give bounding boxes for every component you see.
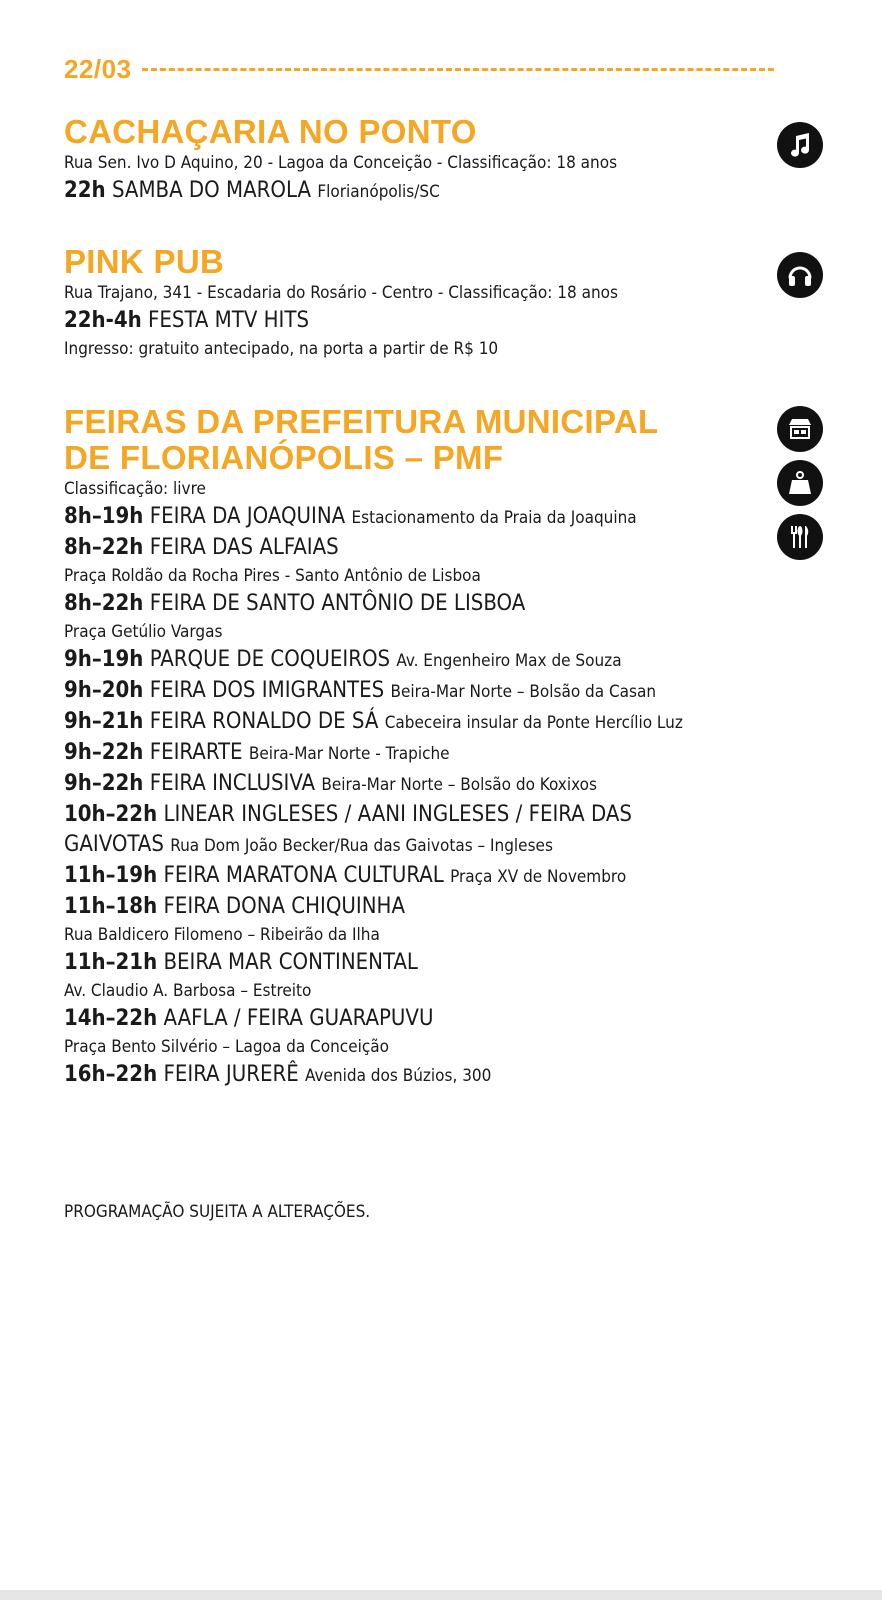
feira-title: AAFLA / FEIRA GUARAPUVU bbox=[163, 1006, 434, 1031]
feira-title: FEIRA DOS IMIGRANTES bbox=[149, 678, 385, 703]
bottom-bar bbox=[0, 1590, 882, 1600]
event-time: 22h-4h bbox=[64, 308, 142, 333]
feira-row bbox=[64, 830, 683, 861]
feira-place: Beira-Mar Norte – Bolsão do Koxixos bbox=[321, 775, 597, 795]
venue-title-line1: FEIRAS DA PREFEITURA MUNICIPAL bbox=[64, 403, 659, 440]
feira-row bbox=[64, 645, 683, 676]
feira-place: Rua Dom João Becker/Rua das Gaivotas – Ingleses bbox=[170, 836, 553, 856]
dashed-divider bbox=[142, 68, 774, 71]
feira-title: GAIVOTAS bbox=[64, 832, 164, 857]
feira-place: Cabeceira insular da Ponte Hercílio Luz bbox=[384, 713, 683, 733]
feira-list bbox=[64, 502, 683, 1091]
feira-title: PARQUE DE COQUEIROS bbox=[149, 647, 391, 672]
feira-row bbox=[64, 861, 683, 892]
feira-title: BEIRA MAR CONTINENTAL bbox=[163, 950, 418, 975]
feira-title: FEIRA RONALDO DE SÁ bbox=[149, 709, 379, 734]
feira-row bbox=[64, 676, 683, 707]
feira-title: FEIRARTE bbox=[149, 740, 243, 765]
venue-cachacaria bbox=[64, 114, 617, 207]
feira-place: Praça XV de Novembro bbox=[450, 867, 627, 887]
feira-time: 11h–21h bbox=[64, 950, 158, 975]
feira-place: Beira-Mar Norte – Bolsão da Casan bbox=[390, 682, 657, 702]
feira-row bbox=[64, 707, 683, 738]
venue-feiras bbox=[64, 404, 683, 1091]
feira-time: 9h–22h bbox=[64, 771, 144, 796]
feira-time: 9h–22h bbox=[64, 740, 144, 765]
event-origin: Florianópolis/SC bbox=[317, 182, 440, 202]
feira-row bbox=[64, 800, 683, 830]
feira-time: 9h–20h bbox=[64, 678, 144, 703]
feira-row bbox=[64, 589, 683, 619]
feira-time: 8h–22h bbox=[64, 535, 144, 560]
feira-title: FEIRA DE SANTO ANTÔNIO DE LISBOA bbox=[149, 591, 526, 616]
venue-address: Rua Sen. Ivo D Aquino, 20 - Lagoa da Conceição - Classificação: 18 anos bbox=[64, 153, 618, 173]
feira-title: FEIRA DONA CHIQUINHA bbox=[163, 894, 405, 919]
venue-title: CACHAÇARIA NO PONTO bbox=[64, 113, 477, 150]
market-stall-icon bbox=[777, 406, 823, 452]
headphones-icon bbox=[777, 252, 823, 298]
event-title: SAMBA DO MAROLA bbox=[111, 178, 312, 203]
date-label: 22/03 bbox=[64, 54, 132, 84]
feira-place: Avenida dos Búzios, 300 bbox=[305, 1066, 492, 1086]
feira-row bbox=[64, 533, 683, 563]
shopping-bag-icon bbox=[777, 460, 823, 506]
feira-time: 8h–22h bbox=[64, 591, 144, 616]
venue-title-line2: DE FLORIANÓPOLIS – PMF bbox=[64, 439, 504, 476]
footer-note: PROGRAMAÇÃO SUJEITA A ALTERAÇÕES. bbox=[64, 1202, 371, 1222]
music-note-icon bbox=[777, 122, 823, 168]
feira-title: LINEAR INGLESES / AANI INGLESES / FEIRA DAS bbox=[163, 802, 632, 827]
event-line bbox=[64, 176, 617, 207]
feira-time: 11h–18h bbox=[64, 894, 158, 919]
feira-time: 16h–22h bbox=[64, 1062, 158, 1087]
feira-time: 9h–19h bbox=[64, 647, 144, 672]
event-line bbox=[64, 306, 618, 336]
feira-location: Av. Claudio A. Barbosa – Estreito bbox=[64, 981, 312, 1001]
feira-title: FEIRA DA JOAQUINA bbox=[149, 504, 346, 529]
classification: Classificação: livre bbox=[64, 479, 206, 499]
feira-row bbox=[64, 892, 683, 922]
event-title: FESTA MTV HITS bbox=[148, 308, 310, 333]
ticket-info: Ingresso: gratuito antecipado, na porta a partir de R$ 10 bbox=[64, 339, 499, 359]
feira-location: Rua Baldicero Filomeno – Ribeirão da Ilha bbox=[64, 925, 380, 945]
feira-row bbox=[64, 769, 683, 800]
feira-place: Estacionamento da Praia da Joaquina bbox=[351, 508, 637, 528]
venue-pinkpub bbox=[64, 244, 618, 362]
feira-place: Beira-Mar Norte - Trapiche bbox=[248, 744, 450, 764]
feira-row bbox=[64, 502, 683, 533]
feira-title: FEIRA INCLUSIVA bbox=[149, 771, 316, 796]
feira-location: Praça Roldão da Rocha Pires - Santo Antônio de Lisboa bbox=[64, 566, 481, 586]
feira-title: FEIRA MARATONA CULTURAL bbox=[163, 863, 444, 888]
feira-row bbox=[64, 738, 683, 769]
feira-row bbox=[64, 1004, 683, 1034]
feira-place: Av. Engenheiro Max de Souza bbox=[396, 651, 622, 671]
feira-time: 10h–22h bbox=[64, 802, 158, 827]
feira-title: FEIRA DAS ALFAIAS bbox=[149, 535, 339, 560]
feira-time: 9h–21h bbox=[64, 709, 144, 734]
feira-time: 8h–19h bbox=[64, 504, 144, 529]
date-header bbox=[64, 54, 774, 85]
feira-location: Praça Bento Silvério – Lagoa da Conceição bbox=[64, 1037, 390, 1057]
feira-time: 11h–19h bbox=[64, 863, 158, 888]
feira-location: Praça Getúlio Vargas bbox=[64, 622, 223, 642]
feira-row bbox=[64, 948, 683, 978]
feira-title: FEIRA JURERÊ bbox=[163, 1062, 299, 1087]
event-time: 22h bbox=[64, 178, 106, 203]
venue-title: PINK PUB bbox=[64, 243, 225, 280]
venue-address: Rua Trajano, 341 - Escadaria do Rosário - Centro - Classificação: 18 anos bbox=[64, 283, 618, 303]
feira-row bbox=[64, 1060, 683, 1091]
feira-time: 14h–22h bbox=[64, 1006, 158, 1031]
food-utensils-icon bbox=[777, 514, 823, 560]
